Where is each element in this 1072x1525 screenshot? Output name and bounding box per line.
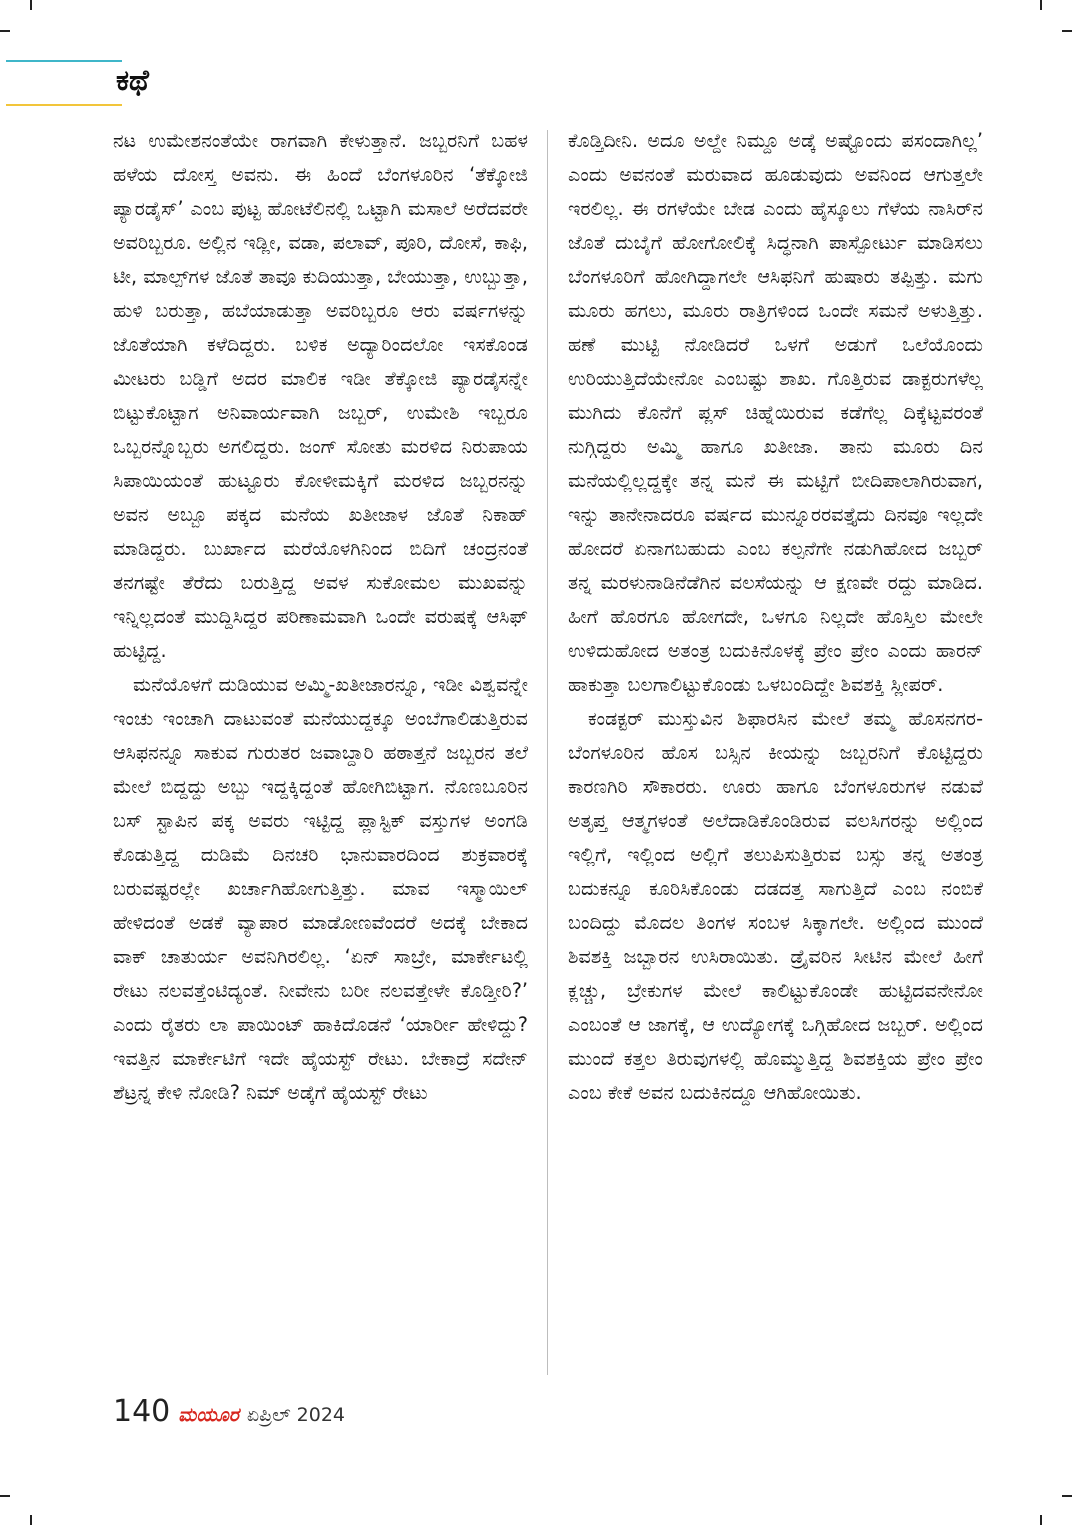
crop-mark — [0, 30, 10, 32]
crop-mark — [1062, 1495, 1072, 1497]
crop-mark — [30, 0, 32, 10]
page-number: 140 — [113, 1394, 171, 1429]
crop-mark — [1062, 30, 1072, 32]
paragraph: ನಟ ಉಮೇಶನಂತೆಯೇ ರಾಗವಾಗಿ ಕೇಳುತ್ತಾನೆ. ಜಬ್ಬರನಿಗೆ ಬಹಳ ಹಳೆಯ ದೋಸ್ತ ಅವನು. ಈ ಹಿಂದೆ ಬೆಂಗಳೂರಿನ ‘ತೆಕ್ಕೋಜಿ ಪ್ಯಾರಡೈಸ್’ ಎಂಬ ಪುಟ್ಟ ಹೋಟೆಲಿನಲ್ಲಿ ಒಟ್ಟಾಗಿ ಮಸಾಲೆ ಅರೆದವರೇ ಅವರಿಬ್ಬರೂ. ಅಲ್ಲಿನ ಇಡ್ಲೀ, ವಡಾ, ಪಲಾವ್, ಪೂರಿ, ದೋಸೆ, ಕಾಫಿ, ಟೀ, ಮಾಲ್ಪ್‌ಗಳ ಜೊತೆ ತಾವೂ ಕುದಿಯುತ್ತಾ, ಬೇಯುತ್ತಾ, ಉಬ್ಬುತ್ತಾ, ಹುಳಿ ಬರುತ್ತಾ, ಹಬೆಯಾಡುತ್ತಾ ಅವರಿಬ್ಬರೂ ಆರು ವರ್ಷಗಳನ್ನು ಜೊತೆಯಾಗಿ ಕಳೆದಿದ್ದರು. ಬಳಿಕ ಅದ್ಯಾರಿಂದಲೋ ಇಸಕೊಂಡ ಮೀಟರು ಬಡ್ಡಿಗೆ ಅದರ ಮಾಲಿಕ ಇಡೀ ತೆಕ್ಕೋಜಿ ಪ್ಯಾರಡೈಸನ್ನೇ ಬಿಟ್ಟುಕೊಟ್ಟಾಗ ಅನಿವಾರ್ಯವಾಗಿ ಜಬ್ಬರ್, ಉಮೇಶಿ ಇಬ್ಬರೂ ಒಬ್ಬರನ್ನೊಬ್ಬರು ಅಗಲಿದ್ದರು. ಜಂಗ್ ಸೋತು ಮರಳಿದ ನಿರುಪಾಯ ಸಿಪಾಯಿಯಂತೆ ಹುಟ್ಟೂರು ಕೋಳೀಮಕ್ಕಿಗೆ ಮರಳಿದ ಜಬ್ಬರನನ್ನು ಅವನ ಅಬ್ಬೂ ಪಕ್ಕದ ಮನೆಯ ಖತೀಜಾಳ ಜೊತೆ ನಿಕಾಹ್ ಮಾಡಿದ್ದರು. ಬುರ್ಖಾದ ಮರೆಯೊಳಗಿನಿಂದ ಬಿದಿಗೆ ಚಂದ್ರನಂತೆ ತನಗಷ್ಟೇ ತೆರೆದು ಬರುತ್ತಿದ್ದ ಅವಳ ಸುಕೋಮಲ ಮುಖವನ್ನು ಇನ್ನಿಲ್ಲದಂತೆ ಮುದ್ದಿಸಿದ್ದರ ಪರಿಣಾಮವಾಗಿ ಒಂದೇ ವರುಷಕ್ಕೆ ಆಸಿಫ್ ಹುಟ್ಟಿದ್ದ. — [113, 129, 528, 662]
section-label: ಕಥೆ — [116, 63, 149, 97]
left-column — [113, 124, 528, 1110]
issue-date: ಏಪ್ರಿಲ್ 2024 — [246, 1404, 345, 1426]
crop-mark — [30, 1515, 32, 1525]
paragraph: ಕೊಡ್ತಿದೀನಿ. ಅದೂ ಅಲ್ದೇ ನಿಮ್ದೂ ಅಡ್ಕೆ ಅಷ್ಟೊಂದು ಪಸಂದಾಗಿಲ್ಲ’ ಎಂದು ಅವನಂತೆ ಮರುವಾದ ಹೂಡುವುದು ಅವನಿಂದ ಆಗುತ್ತಲೇ ಇರಲಿಲ್ಲ. ಈ ರಗಳೆಯೇ ಬೇಡ ಎಂದು ಹೈಸ್ಕೂಲು ಗೆಳೆಯ ನಾಸಿರ್‌ನ ಜೊತೆ ದುಬೈಗೆ ಹೋಗೋಲಿಕ್ಕೆ ಸಿದ್ಧನಾಗಿ ಪಾಸ್ಪೋರ್ಟು ಮಾಡಿಸಲು ಬೆಂಗಳೂರಿಗೆ ಹೋಗಿದ್ದಾಗಲೇ ಆಸಿಫನಿಗೆ ಹುಷಾರು ತಪ್ಪಿತ್ತು. ಮಗು ಮೂರು ಹಗಲು, ಮೂರು ರಾತ್ರಿಗಳಿಂದ ಒಂದೇ ಸಮನೆ ಅಳುತ್ತಿತ್ತು. ಹಣೆ ಮುಟ್ಟಿ ನೋಡಿದರೆ ಒಳಗೆ ಅಡುಗೆ ಒಲೆಯೊಂದು ಉರಿಯುತ್ತಿದೆಯೇನೋ ಎಂಬಷ್ಟು ಶಾಖ. ಗೊತ್ತಿರುವ ಡಾಕ್ಟರುಗಳೆಲ್ಲ ಮುಗಿದು ಕೊನೆಗೆ ಪ್ಲಸ್ ಚಿಹ್ನೆಯಿರುವ ಕಡೆಗೆಲ್ಲ ದಿಕ್ಕೆಟ್ಟವರಂತೆ ನುಗ್ಗಿದ್ದರು ಅಮ್ಮಿ ಹಾಗೂ ಖತೀಜಾ. ತಾನು ಮೂರು ದಿನ ಮನೆಯಲ್ಲಿಲ್ಲದ್ದಕ್ಕೇ ತನ್ನ ಮನೆ ಈ ಮಟ್ಟಿಗೆ ಬೀದಿಪಾಲಾಗಿರುವಾಗ, ಇನ್ನು ತಾನೇನಾದರೂ ವರ್ಷದ ಮುನ್ನೂರರವತ್ತೈದು ದಿನವೂ ಇಲ್ಲದೇ ಹೋದರೆ ಏನಾಗಬಹುದು ಎಂಬ ಕಲ್ಪನೆಗೇ ನಡುಗಿಹೋದ ಜಬ್ಬರ್ ತನ್ನ ಮರಳುನಾಡಿನೆಡೆಗಿನ ವಲಸೆಯನ್ನು ಆ ಕ್ಷಣವೇ ರದ್ದು ಮಾಡಿದ. ಹೀಗೆ ಹೊರಗೂ ಹೋಗದೇ, ಒಳಗೂ ನಿಲ್ಲದೇ ಹೊಸ್ತಿಲ ಮೇಲೇ ಉಳಿದುಹೋದ ಅತಂತ್ರ ಬದುಕಿನೊಳಕ್ಕೆ ಪ್ರೇಂ ಪ್ರೇಂ ಎಂದು ಹಾರನ್ ಹಾಕುತ್ತಾ ಬಲಗಾಲಿಟ್ಟುಕೊಂಡು ಒಳಬಂದಿದ್ದೇ ಶಿವಶಕ್ತಿ ಸ್ಲೀಪರ್. — [568, 129, 983, 696]
crop-mark — [0, 1495, 10, 1497]
page-footer — [113, 1394, 345, 1429]
crop-mark — [1040, 0, 1042, 10]
section-rule-bottom — [6, 104, 122, 106]
section-rule-top — [6, 60, 122, 62]
paragraph: ಮನೆಯೊಳಗೆ ದುಡಿಯುವ ಅಮ್ಮಿ-ಖತೀಜಾರನ್ನೂ, ಇಡೀ ವಿಶ್ವವನ್ನೇ ಇಂಚು ಇಂಚಾಗಿ ದಾಟುವಂತೆ ಮನೆಯುದ್ದಕ್ಕೂ ಅಂಬೆಗಾಲಿಡುತ್ತಿರುವ ಆಸಿಫನನ್ನೂ ಸಾಕುವ ಗುರುತರ ಜವಾಬ್ದಾರಿ ಹಠಾತ್ತನೆ ಜಬ್ಬರನ ತಲೆ ಮೇಲೆ ಬಿದ್ದದ್ದು ಅಬ್ಬು ಇದ್ದಕ್ಕಿದ್ದಂತೆ ಹೋಗಿಬಿಟ್ಟಾಗ. ನೊಣಬೂರಿನ ಬಸ್ ಸ್ಟಾಪಿನ ಪಕ್ಕ ಅವರು ಇಟ್ಟಿದ್ದ ಪ್ಲಾಸ್ಟಿಕ್ ವಸ್ತುಗಳ ಅಂಗಡಿ ಕೊಡುತ್ತಿದ್ದ ದುಡಿಮೆ ದಿನಚರಿ ಭಾನುವಾರದಿಂದ ಶುಕ್ರವಾರಕ್ಕೆ ಬರುವಷ್ಟರಲ್ಲೇ ಖರ್ಚಾಗಿಹೋಗುತ್ತಿತ್ತು. ಮಾವ ಇಸ್ಮಾಯಿಲ್ ಹೇಳಿದಂತೆ ಅಡಕೆ ವ್ಯಾಪಾರ ಮಾಡೋಣವೆಂದರೆ ಅದಕ್ಕೆ ಬೇಕಾದ ವಾಕ್ ಚಾತುರ್ಯ ಅವನಿಗಿರಲಿಲ್ಲ. ‘ಏನ್ ಸಾಬ್ರೇ, ಮಾರ್ಕೇಟಲ್ಲಿ ರೇಟು ನಲವತ್ತೆಂಟಿದ್ಯಂತೆ. ನೀವೇನು ಬರೀ ನಲವತ್ತೇಳೇ ಕೊಡ್ತೀರಿ?’ ಎಂದು ರೈತರು ಲಾ ಪಾಯಿಂಟ್ ಹಾಕಿದೊಡನೆ ‘ಯಾರ್ರೀ ಹೇಳಿದ್ದು? ಇವತ್ತಿನ ಮಾರ್ಕೇಟಿಗೆ ಇದೇ ಹೈಯಸ್ಟ್ ರೇಟು. ಬೇಕಾದ್ರೆ ಸದೇನ್ ಶೆಟ್ರನ್ನ ಕೇಳಿ ನೋಡಿ? ನಿಮ್ ಅಡ್ಕೆಗೆ ಹೈಯಸ್ಟ್ ರೇಟು — [113, 673, 528, 1104]
right-column — [568, 124, 983, 1110]
crop-mark — [1040, 1515, 1042, 1525]
paragraph: ಕಂಡಕ್ಟರ್ ಮುಸ್ತುವಿನ ಶಿಫಾರಸಿನ ಮೇಲೆ ತಮ್ಮ ಹೊಸನಗರ-ಬೆಂಗಳೂರಿನ ಹೊಸ ಬಸ್ಸಿನ ಕೀಯನ್ನು ಜಬ್ಬರನಿಗೆ ಕೊಟ್ಟಿದ್ದರು ಕಾರಣಗಿರಿ ಸೌಕಾರರು. ಊರು ಹಾಗೂ ಬೆಂಗಳೂರುಗಳ ನಡುವೆ ಅತೃಪ್ತ ಆತ್ಮಗಳಂತೆ ಅಲೆದಾಡಿಕೊಂಡಿರುವ ವಲಸಿಗರನ್ನು ಅಲ್ಲಿಂದ ಇಲ್ಲಿಗೆ, ಇಲ್ಲಿಂದ ಅಲ್ಲಿಗೆ ತಲುಪಿಸುತ್ತಿರುವ ಬಸ್ಸು ತನ್ನ ಅತಂತ್ರ ಬದುಕನ್ನೂ ಕೂರಿಸಿಕೊಂಡು ದಡದತ್ತ ಸಾಗುತ್ತಿದೆ ಎಂಬ ನಂಬಿಕೆ ಬಂದಿದ್ದು ಮೊದಲ ತಿಂಗಳ ಸಂಬಳ ಸಿಕ್ಕಾಗಲೇ. ಅಲ್ಲಿಂದ ಮುಂದೆ ಶಿವಶಕ್ತಿ ಜಬ್ಬಾರನ ಉಸಿರಾಯಿತು. ಡ್ರೈವರಿನ ಸೀಟಿನ ಮೇಲೆ ಹೀಗೆ ಕ್ಲಚ್ಚು, ಬ್ರೇಕುಗಳ ಮೇಲೆ ಕಾಲಿಟ್ಟುಕೊಂಡೇ ಹುಟ್ಟಿದವನೇನೋ ಎಂಬಂತೆ ಆ ಜಾಗಕ್ಕೆ, ಆ ಉದ್ಯೋಗಕ್ಕೆ ಒಗ್ಗಿಹೋದ ಜಬ್ಬರ್. ಅಲ್ಲಿಂದ ಮುಂದೆ ಕತ್ತಲ ತಿರುವುಗಳಲ್ಲಿ ಹೊಮ್ಮುತ್ತಿದ್ದ ಶಿವಶಕ್ತಿಯ ಪ್ರೇಂ ಪ್ರೇಂ ಎಂಬ ಕೇಕೆ ಅವನ ಬದುಕಿನದ್ದೂ ಆಗಿಹೋಯಿತು. — [568, 707, 983, 1104]
column-divider — [547, 130, 548, 1375]
magazine-logo: ಮಯೂರ — [178, 1404, 239, 1426]
